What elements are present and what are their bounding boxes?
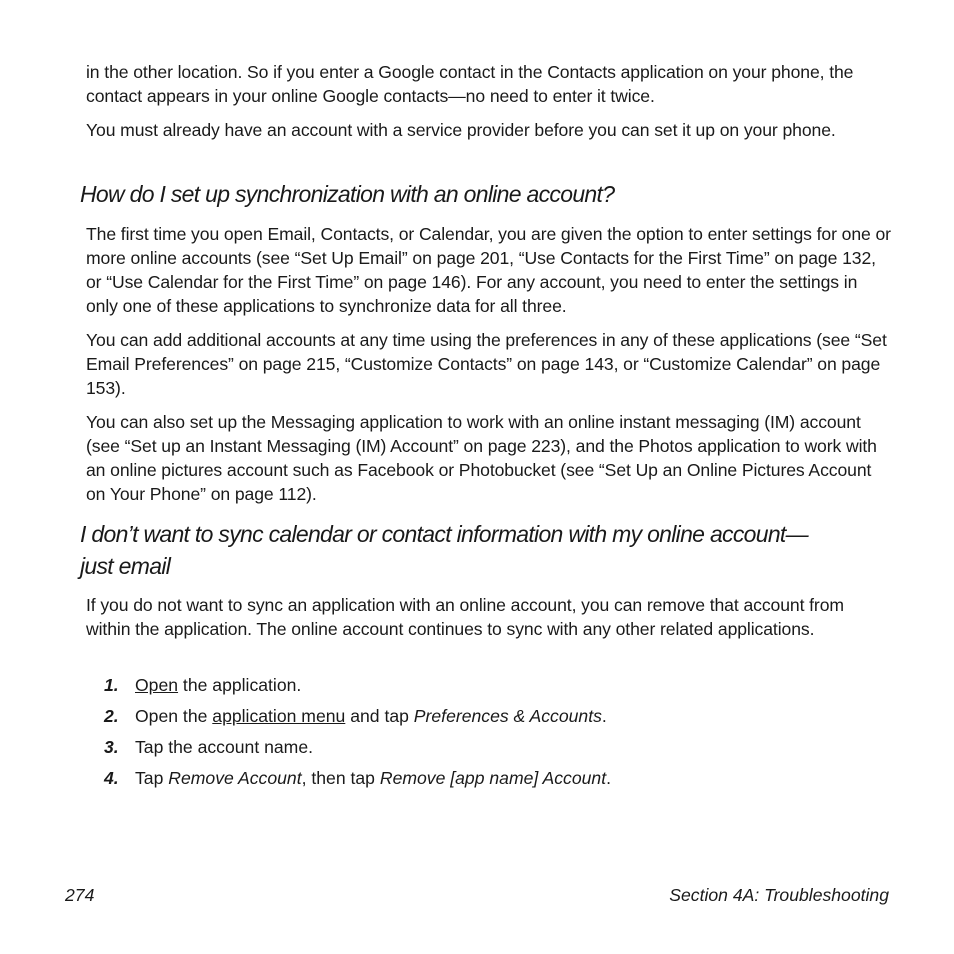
preferences-accounts-label: Preferences & Accounts [413, 706, 602, 726]
paragraph-messaging-photos: You can also set up the Messaging application to work with an online instant messaging (IM) account (see “Set up an Instant Messaging (IM) Account” on page 223), and the Photos application to work with an online pictures account such as Facebook or Photobucket (see “Set Up an Online Pictures Account on Your Phone” on page 112). [86, 412, 877, 504]
step-number: 1. [104, 675, 119, 695]
heading-email-only-line2: just email [80, 553, 171, 579]
paragraph-remove-account: If you do not want to sync an application with an online account, you can remove that account from within the application. The online account continues to sync with any other related applications. [86, 595, 844, 639]
step-number: 2. [104, 706, 119, 726]
heading-email-only [80, 518, 900, 582]
application-menu-link[interactable]: application menu [212, 706, 346, 726]
paragraph-first-time: The first time you open Email, Contacts, or Calendar, you are given the option to enter settings for one or more online accounts (see “Set Up Email” on page 201, “Use Contacts for the First Time” on page 132, or “Use Calendar for the First Time” on page 146). For any account, you need to enter the settings in only one of these applications to synchronize data for all three. [86, 224, 891, 316]
step-number: 4. [104, 768, 119, 788]
page-number: 274 [65, 885, 95, 905]
paragraph-account-required: You must already have an account with a service provider before you can set it up on your phone. [86, 120, 836, 140]
paragraph-sync-intro: in the other location. So if you enter a Google contact in the Contacts application on your phone, the contact appears in your online Google contacts—no need to enter it twice. [86, 62, 854, 106]
step-number: 3. [104, 737, 119, 757]
open-link[interactable]: Open [135, 675, 179, 695]
heading-email-only-line1: I don’t want to sync calendar or contact information with my online account— [80, 521, 808, 547]
paragraph-additional-accounts: You can add additional accounts at any time using the preferences in any of these applications (see “Set Email Preferences” on page 215, “Customize Contacts” on page 143, or “Customize Calendar” on page 153). [86, 330, 887, 398]
section-title: Section 4A: Troubleshooting [669, 885, 889, 905]
remove-app-account-label: Remove [app name] Account [379, 768, 607, 788]
heading-setup-sync: How do I set up synchronization with an online account? [80, 181, 615, 207]
remove-account-label: Remove Account [168, 768, 302, 788]
